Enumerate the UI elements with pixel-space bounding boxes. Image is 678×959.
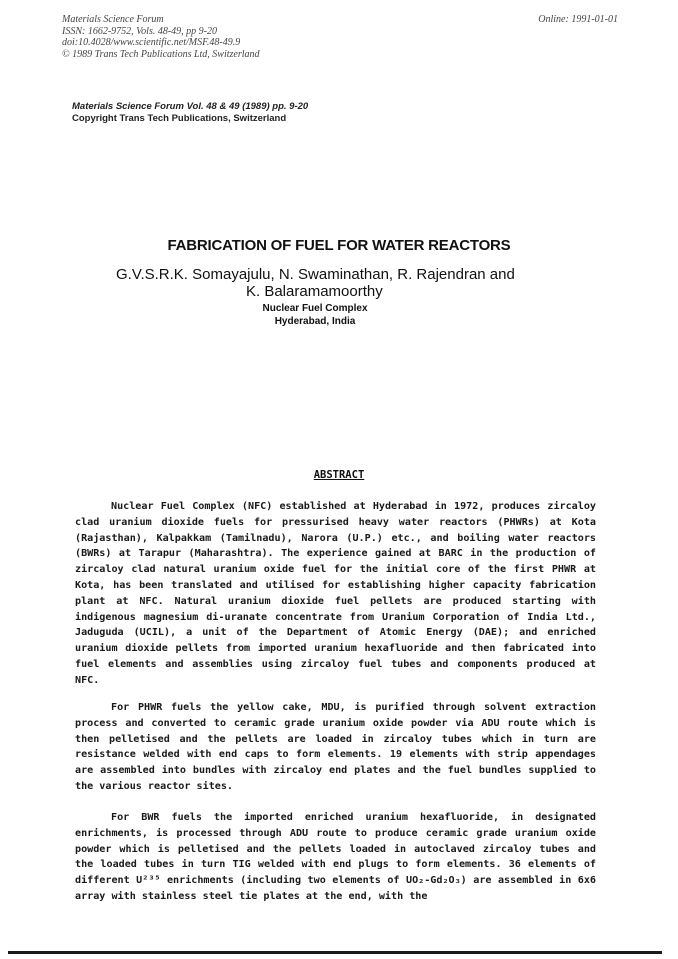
- journal-copyright: Copyright Trans Tech Publications, Switzerland: [72, 113, 287, 124]
- abstract-paragraph-2-text: For PHWR fuels the yellow cake, MDU, is purified through solvent extraction process and converted to ceramic grade uranium oxide powder via ADU route which is then pelletised and the pellets are loaded in zircaloy tubes which in turn are resistance welded with end caps to form elements. 19 elements with strip appendages are assembled into bundles with zircaloy end plates and the fuel bundles supplied to the various reactor sites.: [75, 702, 596, 792]
- author-list-line-1: G.V.S.R.K. Somayajulu, N. Swaminathan, R. Rajendran and: [116, 266, 515, 283]
- abstract-heading: ABSTRACT: [313, 469, 365, 481]
- header-issn: ISSN: 1662-9752, Vols. 48-49, pp 9-20: [62, 25, 217, 37]
- header-copyright: © 1989 Trans Tech Publications Ltd, Switzerland: [62, 48, 260, 60]
- author-list-line-2: K. Balaramamoorthy: [246, 283, 383, 300]
- abstract-paragraph-3-text: For BWR fuels the imported enriched uranium hexafluoride, in designated enrichments, is processed through ADU route to produce ceramic grade uranium oxide powder which is pelletised and the pellets loaded in autoclaved zircaloy tubes and the loaded tubes in turn TIG welded with end plugs to form elements. 36 elements of different U²³⁵ enrichments (including two elements of UO₂-Gd₂O₃) are assembled in 6x6 array with stainless steel tie plates at the end, with the: [75, 812, 596, 902]
- abstract-paragraph-1: [75, 499, 596, 689]
- abstract-paragraph-2: [75, 700, 596, 795]
- publication-header: [62, 14, 260, 60]
- article-title: FABRICATION OF FUEL FOR WATER REACTORS: [167, 237, 511, 254]
- bottom-rule: [8, 951, 662, 954]
- affiliation: Nuclear Fuel Complex: [262, 303, 368, 314]
- online-date: Online: 1991-01-01: [538, 14, 618, 25]
- header-journal: Materials Science Forum: [62, 14, 164, 25]
- abstract-paragraph-1-text: Nuclear Fuel Complex (NFC) established at Hyderabad in 1972, produces zircaloy clad uranium dioxide fuels for pressurised heavy water reactors (PHWRs) at Kota (Rajasthan), Kalpakkam (Tamilnadu), Narora (U.P.) etc., and boiling water reactors (BWRs) at Tarapur (Maharashtra). The experience gained at BARC in the production of zircaloy clad natural uranium oxide fuel for the initial core of the first PHWR at Kota, has been translated and utilised for establishing higher capacity fabrication plant at NFC. Natural uranium dioxide fuel pellets are produced starting with indigenous magnesium di-uranate concentrate from Uranium Corporation of India Ltd., Jaduguda (UCIL), a unit of the Department of Atomic Energy (DAE); and enriched uranium dioxide pellets from imported uranium hexafluoride and then fabricated into fuel elements and assemblies using zircaloy fuel tubes and components produced at NFC.: [75, 501, 596, 686]
- header-doi[interactable]: doi:10.4028/www.scientific.net/MSF.48-49.9: [62, 37, 241, 48]
- journal-citation: Materials Science Forum Vol. 48 & 49 (1989) pp. 9-20: [72, 101, 309, 112]
- journal-citation-block: [72, 101, 308, 125]
- affiliation-location: Hyderabad, India: [274, 316, 356, 327]
- abstract-paragraph-3: [75, 810, 596, 905]
